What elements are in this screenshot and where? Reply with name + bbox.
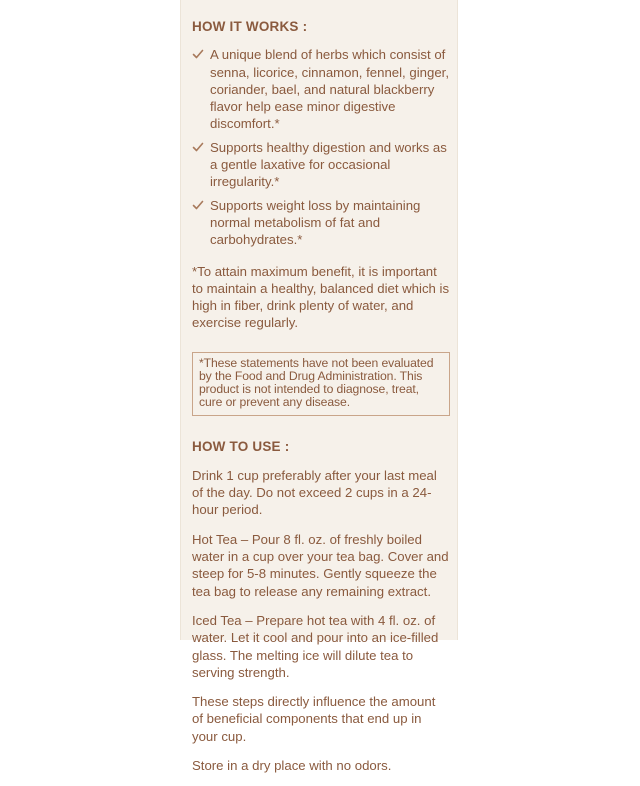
label-content	[192, 18, 450, 786]
steps-note: These steps directly influence the amount of beneficial components that end up in your cup.	[192, 694, 436, 744]
checkmark-icon	[192, 199, 204, 211]
fda-disclaimer: *These statements have not been evaluated by the Food and Drug Administration. This product is not intended to diagnose, treat, cure or prevent any disease.	[192, 352, 450, 416]
how-to-use-heading: HOW TO USE :	[192, 438, 290, 454]
how-it-works-heading: HOW IT WORKS :	[192, 19, 308, 34]
usage-paragraph: Drink 1 cup preferably after your last meal of the day. Do not exceed 2 cups in a 24-hour period.	[192, 467, 437, 518]
hot-tea-instructions: Hot Tea – Pour 8 fl. oz. of freshly boiled water in a cup over your tea bag. Cover and steep for 5-8 minutes. Gently squeeze the tea bag to release any remaining extract.	[192, 531, 449, 599]
benefit-item	[192, 46, 450, 132]
benefit-text: A unique blend of herbs which consist of senna, licorice, cinnamon, fennel, ginger, coriander, bael, and natural blackberry flavor help ease minor digestive discomfort.*	[210, 47, 449, 132]
benefit-item	[192, 197, 450, 249]
checkmark-icon	[192, 141, 204, 153]
diet-note: *To attain maximum benefit, it is important to maintain a healthy, balanced diet which is high in fiber, drink plenty of water, and exercise regularly.	[192, 263, 450, 331]
benefit-item	[192, 139, 450, 191]
benefit-text: Supports weight loss by maintaining normal metabolism of fat and carbohydrates.*	[210, 197, 421, 248]
benefit-text: Supports healthy digestion and works as a gentle laxative for occasional irregularity.*	[210, 139, 447, 190]
iced-tea-instructions: Iced Tea – Prepare hot tea with 4 fl. oz. of water. Let it cool and pour into an ice-filled glass. The melting ice will dilute tea to serving strength.	[192, 612, 439, 680]
storage-note: Store in a dry place with no odors.	[192, 758, 392, 774]
checkmark-icon	[192, 48, 204, 60]
